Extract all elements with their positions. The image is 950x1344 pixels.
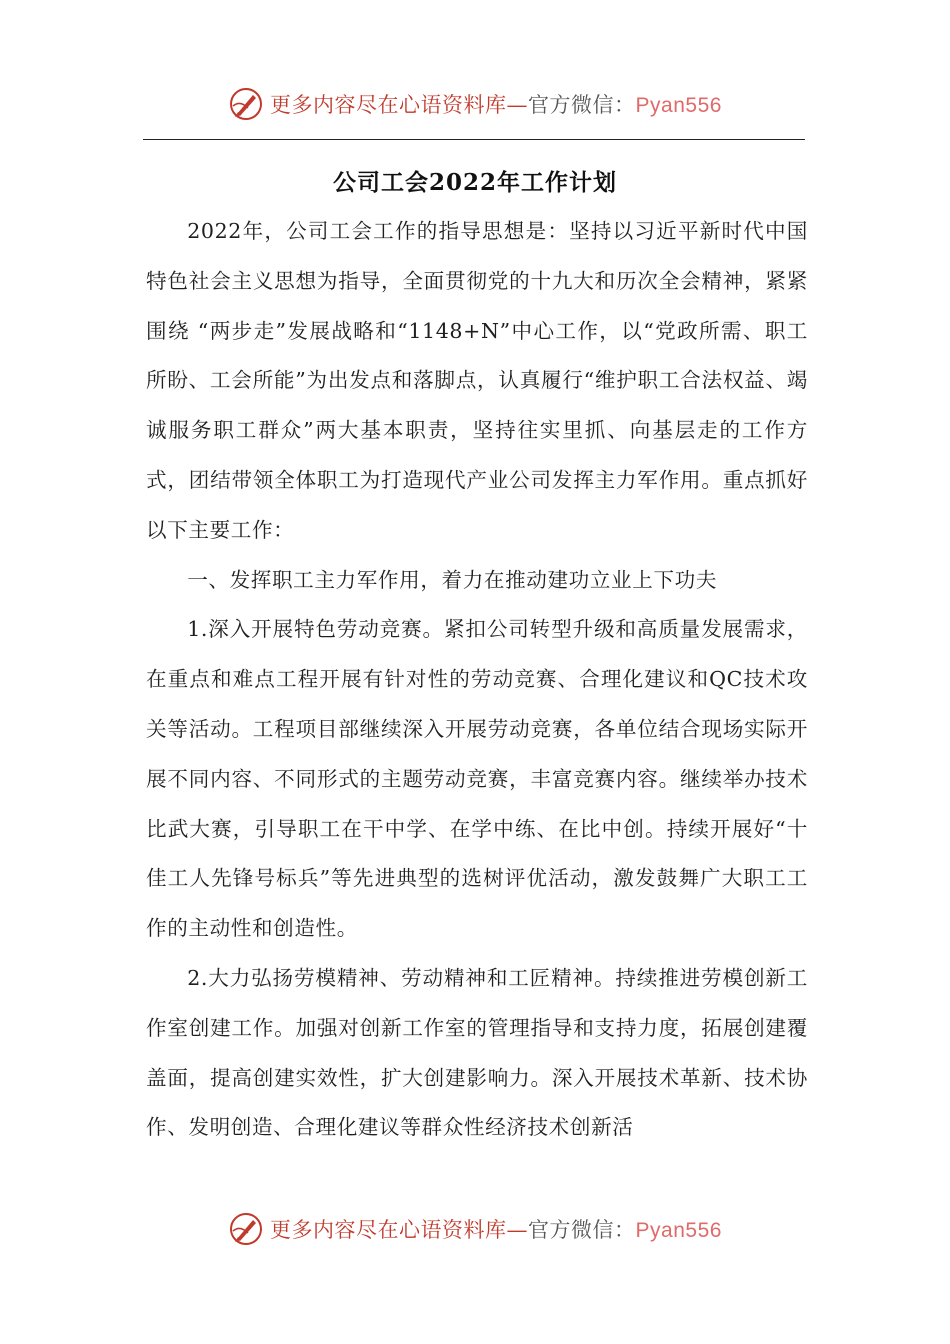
watermark-separator: — bbox=[506, 1218, 529, 1242]
pen-logo-icon bbox=[228, 1211, 264, 1247]
watermark-label: 官方微信： bbox=[528, 1218, 636, 1242]
paragraph-item-2: 2.大力弘扬劳模精神、劳动精神和工匠精神。持续推进劳模创新工作室创建工作。加强对创新工作室的管理指导和支持力度，拓展创建覆盖面，提高创建实效性，扩大创建影响力。深入开展技术革新、技术协作、发明创造、合理化建议等群众性经济技术创新活 bbox=[146, 965, 808, 1140]
paragraph-intro: 2022年，公司工会工作的指导思想是：坚持以习近平新时代中国特色社会主义思想为指导，全面贯彻党的十九大和历次全会精神，紧紧围绕 “两步走”发展战略和“1148+N”中心工作，以“党政所需、职工所盼、工会所能”为出发点和落脚点，认真履行“维护职工合法权益、竭诚服务职工群众”两大基本职责，坚持往实里抓、向基层走的工作方式，团结带领全体职工为打造现代产业公司发挥主力军作用。重点抓好以下主要工作： bbox=[146, 219, 808, 542]
pen-logo-icon bbox=[228, 86, 264, 122]
watermark-wechat-id: Pyan556 bbox=[635, 94, 722, 117]
watermark-site: 更多内容尽在心语资料库 bbox=[270, 93, 507, 117]
document-body bbox=[146, 207, 808, 1153]
watermark-wechat-id: Pyan556 bbox=[635, 1219, 722, 1242]
paragraph-item-1: 1.深入开展特色劳动竞赛。紧扣公司转型升级和高质量发展需求，在重点和难点工程开展有针对性的劳动竞赛、合理化建议和QC技术攻关等活动。工程项目部继续深入开展劳动竞赛，各单位结合现场实际开展不同内容、不同形式的主题劳动竞赛，丰富竞赛内容。继续举办技术比武大赛，引导职工在干中学、在学中练、在比中创。持续开展好“十佳工人先锋号标兵”等先进典型的选树评优活动，激发鼓舞广大职工工作的主动性和创造性。 bbox=[146, 617, 808, 941]
paragraph-section-heading: 一、发挥职工主力军作用，着力在推动建功立业上下功夫 bbox=[187, 567, 718, 592]
header-divider bbox=[143, 139, 805, 140]
header-watermark bbox=[0, 79, 950, 129]
footer-watermark bbox=[0, 1204, 950, 1254]
watermark-label: 官方微信： bbox=[528, 93, 636, 117]
document-title: 公司工会2022年工作计划 bbox=[332, 169, 617, 196]
watermark-separator: — bbox=[506, 93, 529, 117]
watermark-site: 更多内容尽在心语资料库 bbox=[270, 1218, 507, 1242]
